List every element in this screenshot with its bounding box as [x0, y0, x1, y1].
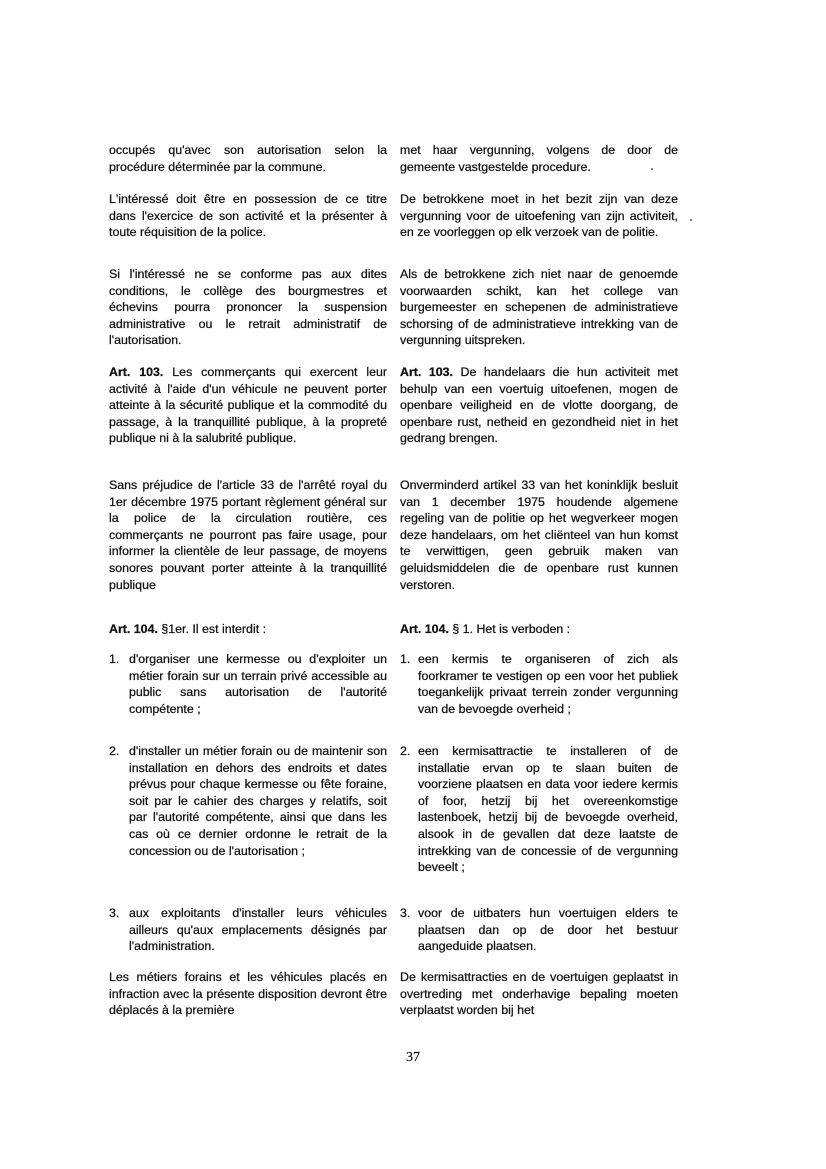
- right-list-text: voor de uitbaters hun voertuigen elders te plaatsen dan op de door het bestuur aangeduide plaatsen.: [418, 906, 678, 954]
- right-article-103-text: De handelaars die hun activiteit met behulp van een voertuig uitoefenen, mogen de openbare veiligheid en de vlotte doorgang, de openbare rust, netheid en gezondheid niet in het gedrang brengen.: [400, 365, 678, 446]
- right-list-item-1: [400, 651, 678, 717]
- right-list-number: 1.: [400, 652, 411, 666]
- left-list-item-2: [109, 743, 387, 859]
- right-article-104-heading: [400, 621, 678, 638]
- left-paragraph-5-text: Sans préjudice de l'article 33 de l'arrêté royal du 1er décembre 1975 portant règlement général sur la police de la circulation routière, ces commerçants ne pourront pas faire usage, pour informer la clientèle de leur passage, de moyens sonores pouvant porter atteinte à la tranquillité publique: [109, 478, 387, 592]
- right-paragraph-3: Als de betrokkene zich niet naar de genoemde voorwaarden schikt, kan het college van burgemeester en schepenen de administratieve schorsing of de administratieve intrekking van de vergunning uitspreken.: [400, 267, 678, 348]
- right-article-104-text: § 1. Het is verboden :: [448, 622, 571, 636]
- left-article-104-text: §1er. Il est interdit :: [157, 622, 267, 636]
- right-paragraph-last: De kermisattracties en de voertuigen geplaatst in overtreding met onderhavige bepaling moeten verplaatst worden bij het: [400, 970, 678, 1018]
- left-list-number: 3.: [109, 906, 120, 920]
- left-paragraph-3: Si l'intéressé ne se conforme pas aux dites conditions, le collège des bourgmestres et échevins pourra prononcer la suspension administrative ou le retrait administratif de l'autorisation.: [109, 267, 387, 348]
- left-list-text: d'organiser une kermesse ou d'exploiter un métier forain sur un terrain privé accessible au public sans autorisation de l'autorité compétente ;: [129, 652, 387, 716]
- right-paragraph-5: Onverminderd artikel 33 van het koninklijk besluit van 1 december 1975 houdende algemene regeling van de politie op het wegverkeer mogen deze handelaars, om het cliënteel van hun komst te verwittigen, geen gebruik maken van geluidsmiddelen die de openbare rust kunnen verstoren.: [400, 478, 678, 592]
- right-list-text: een kermisattractie te installeren of de installatie ervan op te slaan buiten de voorziene plaatsen en data voor iedere kermis of foor, hetzij bij het overeenkomstige lastenboek, hetzij bij de bevoegde overheid, alsook in de gevallen dat deze laatste de intrekking van de concessie of de vergunning beveelt ;: [418, 744, 678, 875]
- right-article-104-label: Art. 104.: [400, 622, 449, 636]
- left-article-103: [109, 364, 387, 447]
- right-list-number: 3.: [400, 906, 411, 920]
- left-paragraph-last: Les métiers forains et les véhicules placés en infraction avec la présente disposition devront être déplacés à la première: [109, 970, 387, 1018]
- left-list-item-1: [109, 651, 387, 717]
- right-paragraph-2: De betrokkene moet in het bezit zijn van deze vergunning voor de uitoefening van zijn activiteit, en ze voorleggen op elk verzoek van de politie.: [400, 192, 678, 240]
- left-list-text: aux exploitants d'installer leurs véhicules ailleurs qu'aux emplacements désignés par l'administration.: [129, 906, 387, 954]
- left-article-103-text: Les commerçants qui exercent leur activité à l'aide d'un véhicule ne peuvent porter atteinte à la sécurité publique et la commodité du passage, à la tranquillité publique, à la propreté publique ni à la salubrité publique.: [109, 365, 387, 446]
- right-list-number: 2.: [400, 744, 411, 758]
- left-paragraph-5: [109, 477, 387, 593]
- right-article-103-label: Art. 103.: [400, 365, 453, 379]
- right-list-item-2: [400, 743, 678, 876]
- left-article-103-label: Art. 103.: [109, 365, 164, 379]
- left-list-number: 1.: [109, 652, 120, 666]
- left-article-104-heading: [109, 621, 387, 638]
- left-paragraph-1: occupés qu'avec son autorisation selon la procédure déterminée par la commune.: [109, 143, 387, 174]
- left-paragraph-2: L'intéressé doit être en possession de ce titre dans l'exercice de son activité et la présenter à toute réquisition de la police.: [109, 192, 387, 240]
- right-paragraph-1: met haar vergunning, volgens de door de gemeente vastgestelde procedure.: [400, 143, 678, 174]
- page-number: 37: [406, 1050, 420, 1065]
- right-list-item-3: [400, 905, 678, 955]
- left-article-104-label: Art. 104.: [109, 622, 158, 636]
- scan-speck: [651, 168, 653, 170]
- left-list-number: 2.: [109, 744, 120, 758]
- scan-speck: [690, 219, 692, 221]
- right-article-103: [400, 364, 678, 447]
- left-list-text: d'installer un métier forain ou de maintenir son installation en dehors des endroits et dates prévus pour chaque kermesse ou fête foraine, soit par le cahier des charges y relatifs, soit par l'autorité compétente, ainsi que dans les cas où ce dernier ordonne le retrait de la concession ou de l'autorisation ;: [129, 744, 387, 858]
- right-list-text: een kermis te organiseren of zich als foorkramer te vestigen op een voor het publiek toegankelijk privaat terrein zonder vergunning van de bevoegde overheid ;: [418, 652, 678, 716]
- left-list-item-3: [109, 905, 387, 955]
